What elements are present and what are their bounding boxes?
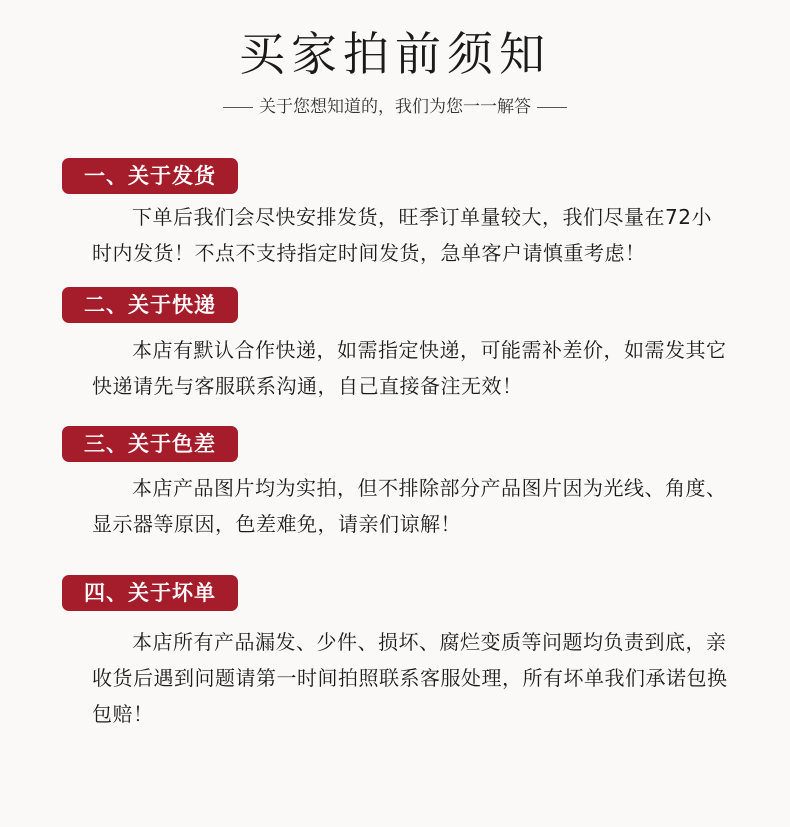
section-text-shipping: 下单后我们会尽快安排发货，旺季订单量较大，我们尽量在72小时内发货！不点不支持指定时间发货，急单客户请慎重考虑！	[92, 205, 712, 265]
page-subtitle	[0, 94, 790, 120]
section-text-color-difference: 本店产品图片均为实拍，但不排除部分产品图片因为光线、角度、显示器等原因，色差难免，请亲们谅解！	[92, 476, 727, 536]
section-text-courier: 本店有默认合作快递，如需指定快递，可能需补差价，如需发其它快递请先与客服联系沟通，自己直接备注无效！	[92, 338, 727, 398]
page-title: 买家拍前须知	[239, 27, 551, 81]
divider-left	[223, 107, 253, 108]
section-text-damaged-orders: 本店所有产品漏发、少件、损坏、腐烂变质等问题均负责到底，亲收货后遇到问题请第一时间拍照联系客服处理，所有坏单我们承诺包换包赔！	[92, 630, 728, 726]
section-label-damaged-orders: 四、关于坏单	[62, 575, 238, 611]
subtitle-text: 关于您想知道的，我们为您一一解答	[259, 97, 531, 117]
section-label-shipping: 一、关于发货	[62, 158, 238, 194]
divider-right	[537, 107, 567, 108]
section-label-courier: 二、关于快递	[62, 287, 238, 323]
section-label-color-difference: 三、关于色差	[62, 426, 238, 462]
